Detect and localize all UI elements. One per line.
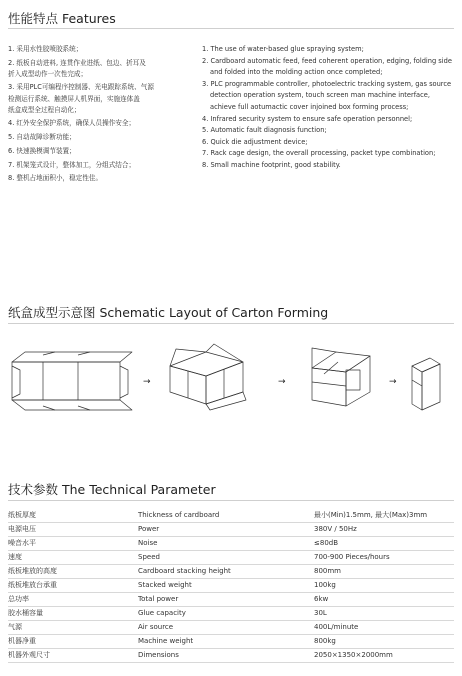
param-label-en: Stacked weight [138, 578, 314, 592]
feature-zh-2: 2. 纸板自动进料, 连贯作业进纸、包边、折耳及 折入成型动作一次性完成； [8, 58, 146, 79]
features-divider [8, 28, 454, 29]
param-value: 400L/minute [314, 620, 454, 634]
feature-zh-7: 7. 机架笼式设计，整体加工，分组式结合； [8, 160, 136, 169]
arrow-2-icon: → [278, 377, 286, 387]
param-label-en: Glue capacity [138, 606, 314, 620]
carton-forming-diagram [0, 340, 462, 420]
feature-zh-8: 8. 整机占地面积小，稳定性佳。 [8, 174, 103, 183]
feature-zh-3: 3. 采用PLC可编程序控制器、光电跟踪系统、气源 检测运行系统、触摸屏人机界面，实施连体盖 纸盒成型全过程自动化； [8, 83, 154, 115]
stage-2-folding-sides [170, 344, 246, 410]
param-label-zh: 纸板堆放台承重 [8, 578, 138, 592]
feature-zh-5: 5. 自动故障诊断功能； [8, 132, 76, 141]
param-label-zh: 电源电压 [8, 522, 138, 536]
feature-zh-1: 1. 采用水性胶喷胶系统； [8, 45, 83, 53]
param-label-en: Machine weight [138, 634, 314, 648]
feature-en-6: 6. Quick die adjustment device; [202, 137, 308, 146]
param-row [8, 606, 454, 620]
param-row [8, 634, 454, 648]
param-label-zh: 速度 [8, 550, 138, 564]
param-label-zh: 胶水桶容量 [8, 606, 138, 620]
param-value: 800kg [314, 634, 454, 648]
param-label-zh: 噪音水平 [8, 536, 138, 550]
param-label-en: Dimensions [138, 648, 314, 662]
params-table [8, 508, 454, 663]
param-row [8, 522, 454, 536]
param-label-zh: 气源 [8, 620, 138, 634]
param-row [8, 564, 454, 578]
param-row [8, 578, 454, 592]
features-list-zh [8, 44, 200, 187]
param-label-en: Speed [138, 550, 314, 564]
schematic-title: 纸盒成型示意图 Schematic Layout of Carton Forming [8, 305, 329, 320]
feature-zh-4: 4. 红外安全保护系统，确保人员操作安全； [8, 118, 136, 127]
param-label-zh: 机器净重 [8, 634, 138, 648]
feature-en-5: 5. Automatic fault diagnosis function; [202, 126, 327, 135]
arrow-1-icon: → [143, 377, 151, 387]
feature-zh-6: 6. 快速换模调节装置； [8, 146, 76, 155]
feature-en-7: 7. Rack cage design, the overall processing, packet type combination; [202, 149, 436, 158]
feature-en-1: 1. The use of water-based glue spraying system; [202, 45, 364, 53]
params-title: 技术参数 The Technical Parameter [8, 482, 216, 497]
param-label-en: Total power [138, 592, 314, 606]
schematic-divider [8, 323, 454, 324]
params-divider [8, 500, 454, 501]
param-label-zh: 纸板堆放的高度 [8, 564, 138, 578]
param-label-en: Power [138, 522, 314, 536]
feature-en-4: 4. Infrared security system to ensure safe operation personnel; [202, 114, 413, 123]
param-label-en: Thickness of cardboard [138, 508, 314, 522]
param-row [8, 508, 454, 522]
stage-4-closed-carton [412, 358, 440, 410]
param-label-zh: 总功率 [8, 592, 138, 606]
stage-1-flat-blank [12, 352, 132, 410]
features-list-en [202, 44, 454, 172]
param-value: 700-900 Pieces/hours [314, 550, 454, 564]
param-label-zh: 纸板厚度 [8, 508, 138, 522]
param-label-en: Cardboard stacking height [138, 564, 314, 578]
param-value: 2050×1350×2000mm [314, 648, 454, 662]
param-row [8, 648, 454, 662]
param-value: 380V / 50Hz [314, 522, 454, 536]
param-row [8, 592, 454, 606]
param-label-zh: 机器外观尺寸 [8, 648, 138, 662]
feature-en-8: 8. Small machine footprint, good stability. [202, 160, 341, 169]
feature-en-2: 2. Cardboard automatic feed, feed coherent operation, edging, folding side and folded into the molding action once completed; [202, 56, 452, 77]
feature-en-3: 3. PLC programmable controller, photoelectric tracking system, gas source detection operation system, touch screen man machine interface, achieve full aotumactic cover injoined box forming process; [202, 79, 452, 111]
param-value: 30L [314, 606, 454, 620]
arrow-3-icon: → [389, 377, 397, 387]
param-value: ≤80dB [314, 536, 454, 550]
param-label-en: Noise [138, 536, 314, 550]
param-row [8, 550, 454, 564]
param-value: 最小(Min)1.5mm, 最大(Max)3mm [314, 508, 454, 522]
stage-3-open-lid-box [312, 348, 370, 406]
param-value: 6kw [314, 592, 454, 606]
features-title: 性能特点 Features [8, 11, 116, 26]
param-value: 800mm [314, 564, 454, 578]
param-value: 100kg [314, 578, 454, 592]
param-row [8, 620, 454, 634]
param-row [8, 536, 454, 550]
param-label-en: Air source [138, 620, 314, 634]
